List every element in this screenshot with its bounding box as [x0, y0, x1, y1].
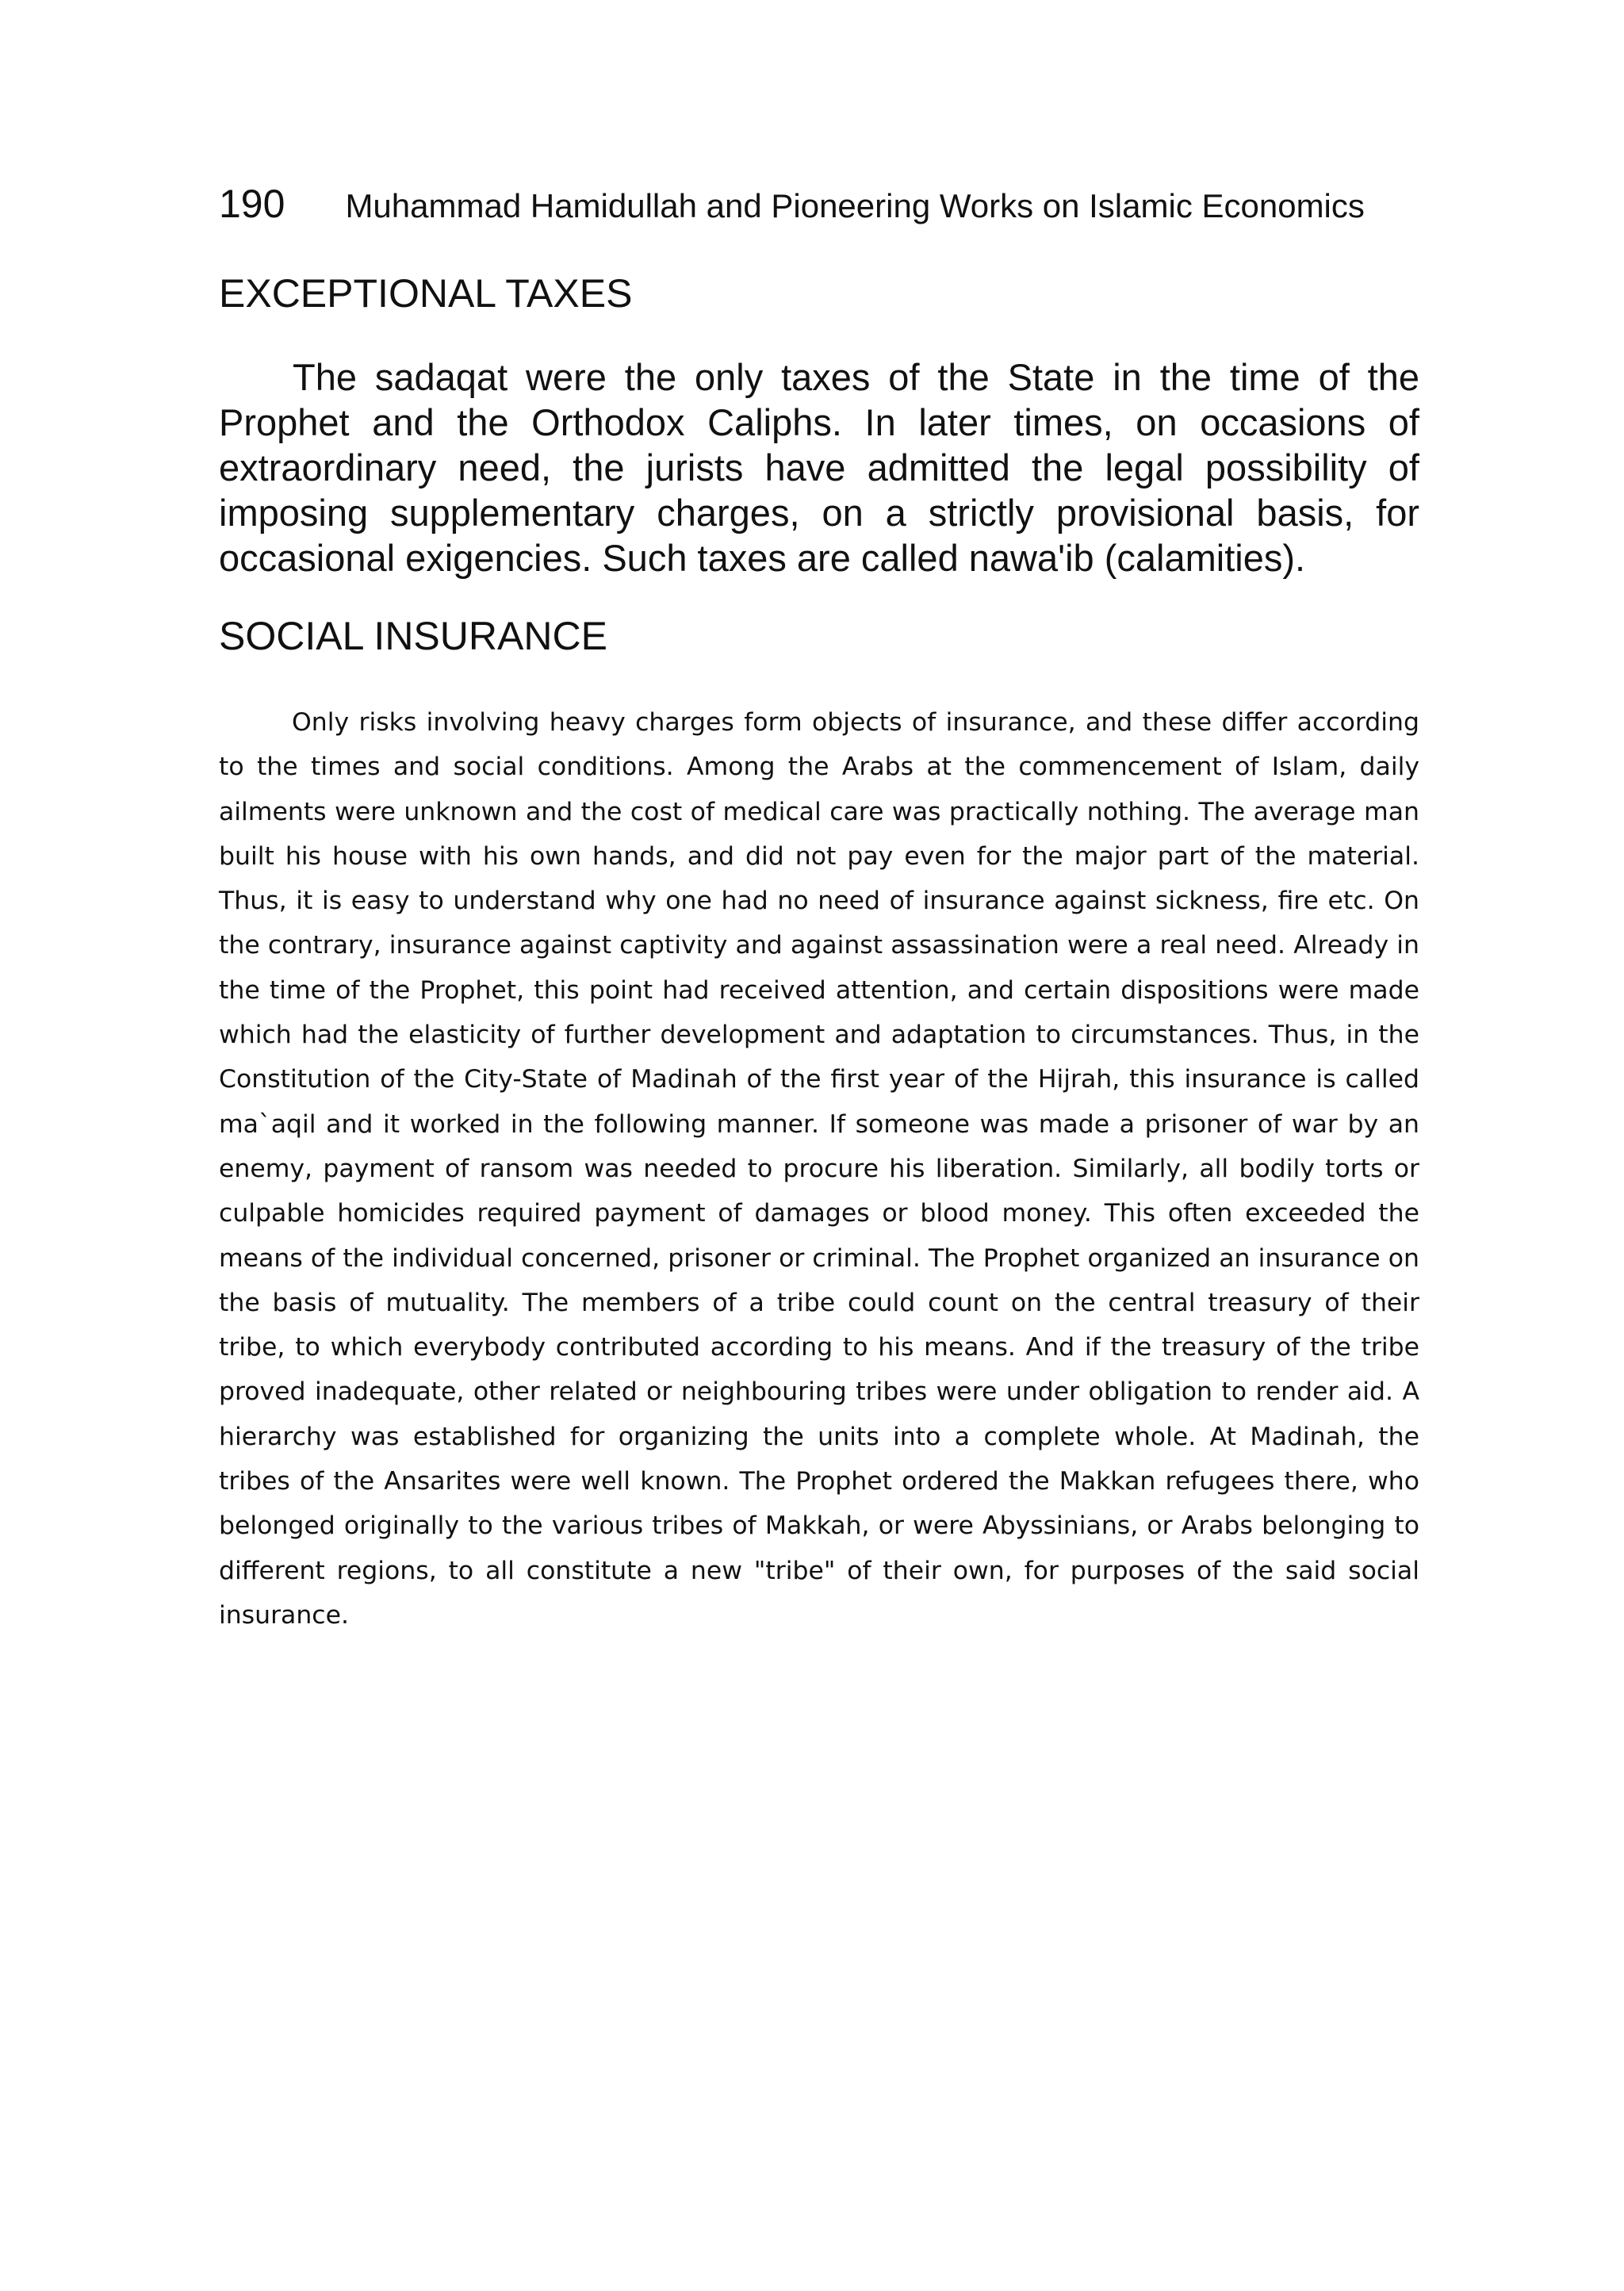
book-page	[219, 181, 1419, 1638]
section-heading-exceptional-taxes: EXCEPTIONAL TAXES	[219, 271, 633, 316]
paragraph-social-insurance: Only risks involving heavy charges form objects of insurance, and these differ according to the times and social conditions. Among the Arabs at the commencement of Islam, daily ailments were unknown and the cost of medical care was practically nothing. The average man built his house with his own hands, and did not pay even for the major part of the material. Thus, it is easy to understand why one had no need of insurance against sickness, fire etc. On the contrary, insurance against captivity and against assassination were a real need. Already in the time of the Prophet, this point had received attention, and certain dispositions were made which had the elasticity of further development and adaptation to circumstances. Thus, in the Constitution of the City-State of Madinah of the first year of the Hijrah, this insurance is called ma`aqil and it worked in the following manner. If someone was made a prisoner of war by an enemy, payment of ransom was needed to procure his liberation. Similarly, all bodily torts or culpable homicides required payment of damages or blood money. This often exceeded the means of the individual concerned, prisoner or criminal. The Prophet organized an insurance on the basis of mutuality. The members of a tribe could count on the central treasury of their tribe, to which everybody contributed according to his means. And if the treasury of the tribe proved inadequate, other related or neighbouring tribes were under obligation to render aid. A hierarchy was established for organizing the units into a complete whole. At Madinah, the tribes of the Ansarites were well known. The Prophet ordered the Makkan refugees there, who belonged originally to the various tribes of Makkah, or were Abyssinians, or Arabs belonging to different regions, to all constitute a new "tribe" of their own, for purposes of the said social insurance.	[219, 708, 1419, 1630]
section-heading-social-insurance: SOCIAL INSURANCE	[219, 614, 607, 658]
running-title: Muhammad Hamidullah and Pioneering Works on Islamic Economics	[345, 187, 1365, 224]
paragraph-exceptional-taxes: The sadaqat were the only taxes of the State in the time of the Prophet and the Orthodox Caliphs. In later times, on occasions of extraordinary need, the jurists have admitted the legal possibility of imposing supplementary charges, on a strictly provisional basis, for occasional exigencies. Such taxes are called nawa'ib (calamities).	[219, 356, 1419, 579]
page-number: 190	[219, 182, 285, 226]
page-header	[219, 181, 1419, 227]
